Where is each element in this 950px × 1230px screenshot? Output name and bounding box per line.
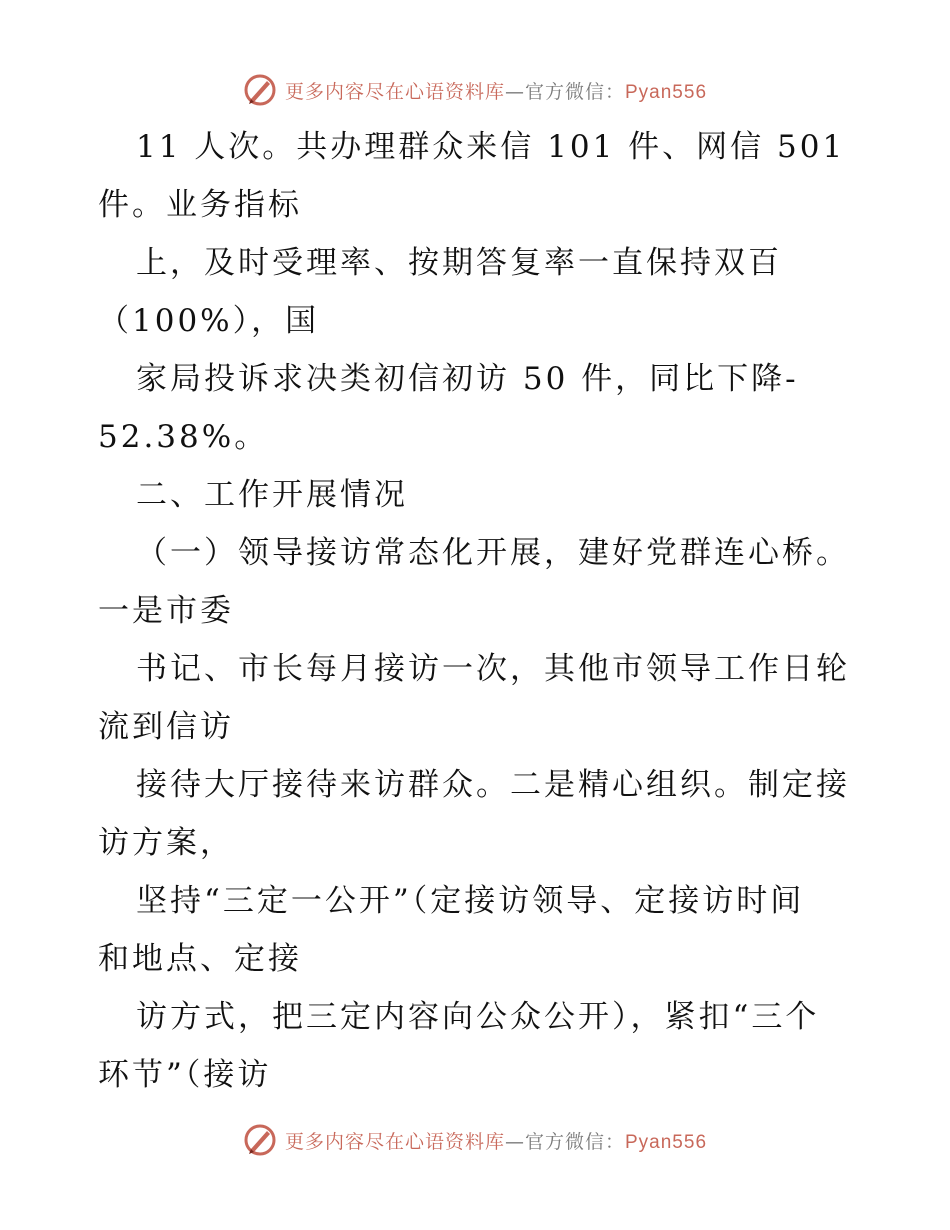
watermark-text [285,77,707,104]
text-line: （100%），国 [98,303,320,339]
text-line: 环节”（接访 [98,1057,272,1093]
text-line: 接待大厅接待来访群众。二是精心组织。制定接 [136,767,850,803]
pen-logo-icon [243,1123,277,1157]
watermark-wechat-label: 官方微信： [524,80,625,103]
section-heading: 二、工作开展情况 [136,477,408,513]
watermark-separator: — [504,1130,525,1153]
text-line: 流到信访 [98,709,234,745]
text-line: 件。业务指标 [98,187,302,223]
watermark-wechat-id: Pyan556 [625,81,708,103]
text-line: 一是市委 [98,593,234,629]
watermark-cn-text: 更多内容尽在心语资料库 [284,1130,505,1153]
text-line: 家局投诉求决类初信初访 50 件，同比下降- [136,361,799,397]
text-line: 坚持“三定一公开”（定接访领导、定接访时间 [136,883,805,919]
text-line: 书记、市长每月接访一次，其他市领导工作日轮 [136,651,850,687]
header-watermark [0,70,950,110]
pen-logo-icon [243,73,277,107]
text-line: （一）领导接访常态化开展，建好党群连心桥。 [136,535,850,571]
watermark-separator: — [504,80,525,103]
watermark-cn-text: 更多内容尽在心语资料库 [284,80,505,103]
watermark-wechat-id: Pyan556 [625,1131,708,1153]
text-line: 52.38%。 [98,419,269,455]
text-line: 访方式，把三定内容向公众公开），紧扣“三个 [136,999,820,1035]
watermark-text [285,1127,707,1154]
footer-watermark [0,1120,950,1160]
text-line: 和地点、定接 [98,941,302,977]
watermark-wechat-label: 官方微信： [524,1130,625,1153]
document-body [98,124,858,1110]
text-line: 11 人次。共办理群众来信 101 件、网信 501 [136,129,846,165]
text-line: 上，及时受理率、按期答复率一直保持双百 [136,245,782,281]
text-line: 访方案， [98,825,234,861]
